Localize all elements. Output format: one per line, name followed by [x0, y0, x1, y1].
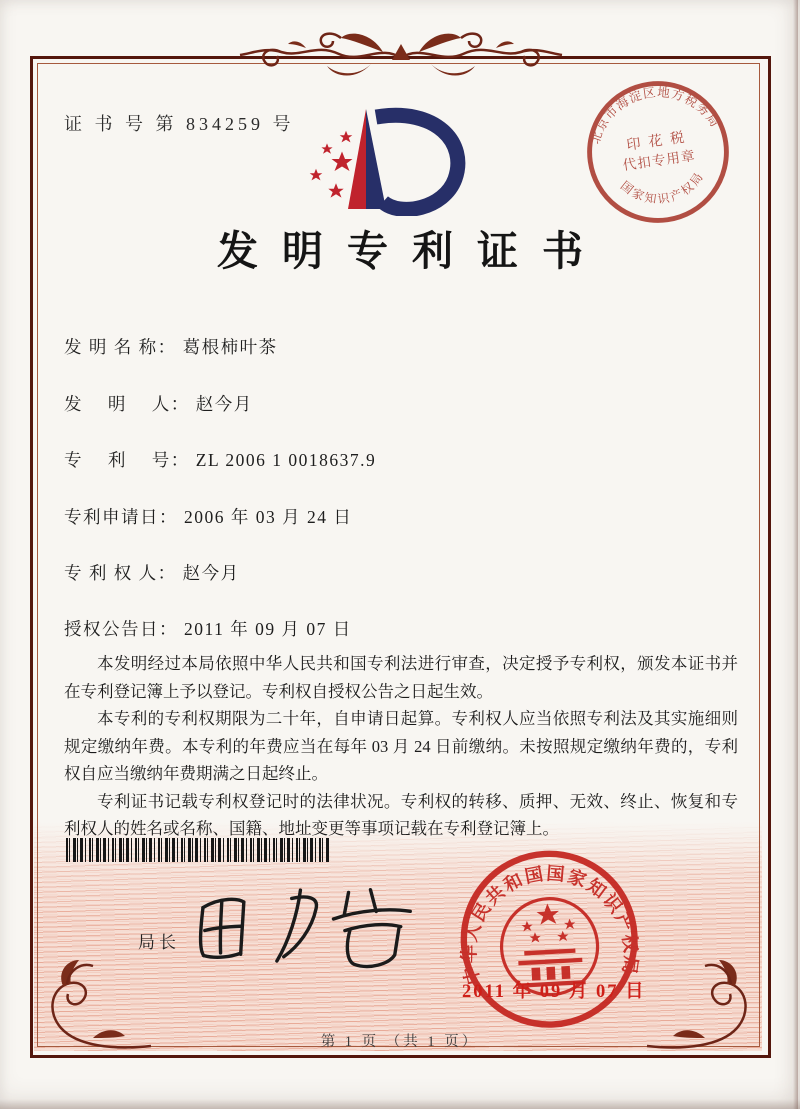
field-grant-date-label: 授权公告日： — [64, 619, 178, 639]
legal-paragraph-2: 本专利的专利权期限为二十年，自申请日起算。专利权人应当依照专利法及其实施细则规定缴纳年费。本专利的年费应当在每年 03 月 24 日前缴纳。未按照规定缴纳年费的，专利权自应当缴纳年费期满之日起终止。 — [64, 709, 738, 783]
commissioner-signature — [188, 878, 422, 992]
seal-ring-text: 中华人民共和国国家知识产权局 — [459, 863, 642, 987]
field-patentee-label: 专 利 权 人： — [64, 563, 177, 583]
seal-date: 2011 年 09 月 07 日 — [462, 982, 646, 1002]
certificate-title: 发明专利证书 — [217, 228, 607, 274]
field-patentee — [64, 560, 240, 585]
field-patent-number-value: ZL 2006 1 0018637.9 — [195, 450, 377, 470]
field-inventor — [64, 391, 253, 416]
field-patent-number — [64, 447, 376, 472]
signature-block — [138, 888, 418, 988]
field-invention-name-label: 发 明 名 称： — [64, 337, 177, 357]
legal-paragraph-1: 本发明经过本局依照中华人民共和国专利法进行审查，决定授予专利权，颁发本证书并在专利登记簿上予以登记。专利权自授权公告之日起生效。 — [64, 654, 738, 701]
field-filing-date-value: 2006 年 03 月 24 日 — [184, 507, 353, 527]
legal-paragraph-3: 专利证书记载专利权登记时的法律状况。专利权的转移、质押、无效、终止、恢复和专利权人的姓名或名称、国籍、地址变更等事项记载在专利登记簿上。 — [64, 791, 738, 838]
tax-stamp-seal — [572, 66, 744, 238]
svg-text:国家知识产权局 — [616, 167, 710, 211]
tax-stamp-arc-top-text: 北京市海淀区地方税务局 — [587, 85, 723, 146]
tax-stamp-center-line2: 代扣专用章 — [621, 147, 697, 173]
field-inventor-value: 赵今月 — [195, 394, 253, 414]
page-footer: 第 1 页 （共 1 页） — [320, 1034, 480, 1050]
field-grant-date-value: 2011 年 09 月 07 日 — [184, 619, 352, 639]
field-filing-date — [64, 504, 352, 529]
tax-stamp-arc-bottom-text: 国家知识产权局 — [617, 168, 707, 207]
field-patentee-value: 赵今月 — [182, 563, 240, 583]
sipo-official-seal — [448, 835, 650, 1037]
barcode — [66, 838, 330, 862]
certificate-number: 证 书 号 第 834259 号 — [64, 114, 295, 134]
field-patent-number-label: 专 利 号： — [64, 450, 190, 470]
field-filing-date-label: 专利申请日： — [64, 507, 178, 527]
commissioner-title: 局长 — [138, 933, 180, 952]
field-invention-name-value: 葛根柿叶茶 — [182, 337, 278, 357]
field-invention-name — [64, 334, 278, 359]
sipo-logo-icon — [296, 104, 496, 216]
legal-text-block — [64, 650, 738, 843]
tax-stamp-center-line1: 印 花 税 — [625, 129, 688, 154]
field-inventor-label: 发 明 人： — [64, 394, 190, 414]
field-grant-date — [64, 616, 352, 641]
